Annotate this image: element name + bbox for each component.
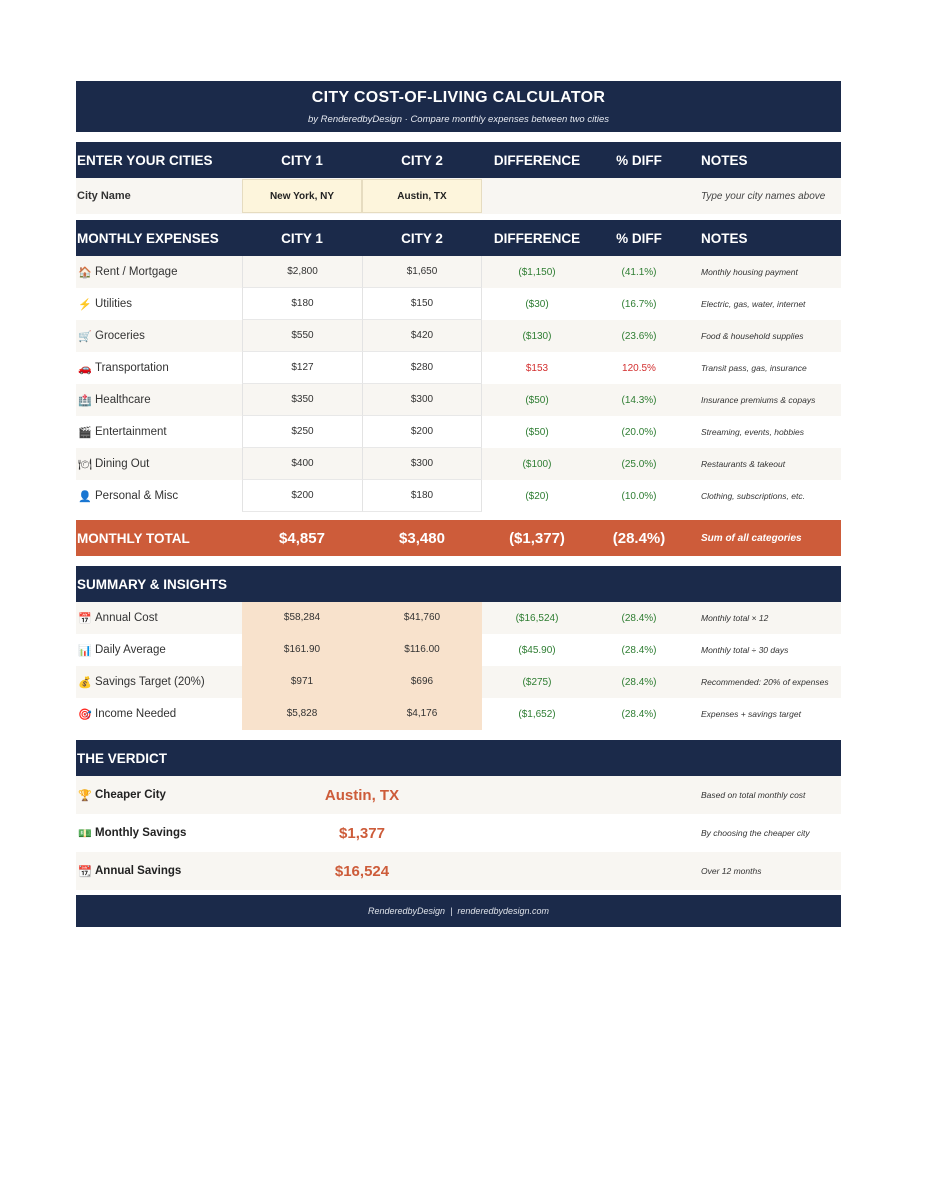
city1-value-input[interactable]: $400 — [242, 448, 362, 480]
percent-diff-value: (23.6%) — [621, 330, 657, 342]
summary-city1: $161.90 — [242, 634, 362, 666]
summary-header-row — [76, 566, 841, 602]
city2-value-input[interactable]: $300 — [362, 384, 482, 416]
cart-icon: 🛒 — [78, 330, 92, 343]
car-icon: 🚗 — [78, 362, 92, 375]
expense-row-groceries — [76, 320, 841, 352]
summary-note: Monthly total ÷ 30 days — [701, 645, 789, 655]
person-icon: 👤 — [78, 490, 92, 503]
house-icon: 🏠 — [78, 266, 92, 279]
footer-bar — [76, 895, 841, 927]
total-city1: $4,857 — [279, 529, 325, 547]
expense-row-rent — [76, 256, 841, 288]
total-city2: $3,480 — [399, 529, 445, 547]
expense-row-utilities — [76, 288, 841, 320]
page-subtitle: by RenderedbyDesign · Compare monthly expenses between two cities — [308, 114, 609, 125]
summary-note: Recommended: 20% of expenses — [701, 677, 829, 687]
column-header: NOTES — [701, 152, 748, 168]
footer-url[interactable]: renderedbydesign.com — [457, 906, 549, 916]
city2-input[interactable]: Austin, TX — [362, 179, 482, 213]
difference-value: ($50) — [525, 426, 549, 438]
page-title: CITY COST-OF-LIVING CALCULATOR — [311, 89, 606, 106]
city2-value-input[interactable]: $150 — [362, 288, 482, 320]
plate-icon: 🍽 — [78, 458, 92, 471]
column-header: DIFFERENCE — [493, 152, 581, 168]
summary-percent-diff: (28.4%) — [621, 612, 657, 624]
summary-city2: $41,760 — [362, 602, 482, 634]
column-header: NOTES — [701, 230, 748, 246]
expense-note: Streaming, events, hobbies — [701, 427, 805, 437]
summary-city1: $971 — [242, 666, 362, 698]
summary-difference: ($275) — [522, 676, 552, 688]
city2-value-input[interactable]: $200 — [362, 416, 482, 448]
city1-value-input[interactable]: $550 — [242, 320, 362, 352]
summary-difference: ($1,652) — [518, 708, 556, 720]
expense-label: Transportation — [95, 362, 169, 374]
percent-diff-value: (25.0%) — [621, 458, 657, 470]
city-note: Type your city names above — [701, 190, 826, 202]
difference-value: ($100) — [522, 458, 552, 470]
expense-row-dining — [76, 448, 841, 480]
expense-note: Restaurants & takeout — [701, 459, 786, 469]
bar-chart-icon: 📊 — [78, 644, 92, 657]
summary-city2: $696 — [362, 666, 482, 698]
monthly-total-row — [76, 520, 841, 556]
summary-label: Daily Average — [95, 644, 166, 656]
column-header: MONTHLY EXPENSES — [77, 230, 219, 246]
column-header: CITY 2 — [401, 152, 443, 168]
city2-value-input[interactable]: $1,650 — [362, 256, 482, 288]
verdict-row-monthly-savings — [76, 814, 841, 852]
verdict-row-cheaper-city — [76, 776, 841, 814]
lightning-icon: ⚡ — [78, 298, 92, 311]
verdict-value: $1,377 — [339, 824, 385, 842]
city-name-row — [76, 178, 841, 214]
summary-row-daily — [76, 634, 841, 666]
summary-difference: ($45.90) — [518, 644, 556, 656]
city-name-label: City Name — [77, 190, 131, 202]
column-header: % DIFF — [616, 152, 662, 168]
expense-row-personal — [76, 480, 841, 512]
calendar-icon: 📅 — [78, 612, 92, 625]
section-title: THE VERDICT — [77, 750, 168, 766]
column-header: CITY 1 — [281, 152, 323, 168]
city2-value-input[interactable]: $280 — [362, 352, 482, 384]
difference-value: ($130) — [522, 330, 552, 342]
city1-value-input[interactable]: $350 — [242, 384, 362, 416]
cities-header-row — [76, 142, 841, 178]
city1-input[interactable]: New York, NY — [242, 179, 362, 213]
summary-rows — [76, 602, 841, 730]
summary-label: Savings Target (20%) — [95, 676, 205, 688]
verdict-note: By choosing the cheaper city — [701, 828, 810, 838]
hospital-icon: 🏥 — [78, 394, 92, 407]
summary-row-savings — [76, 666, 841, 698]
column-header: CITY 1 — [281, 230, 323, 246]
title-banner — [76, 81, 841, 132]
column-header: ENTER YOUR CITIES — [77, 152, 213, 168]
city2-value-input[interactable]: $420 — [362, 320, 482, 352]
verdict-label: Annual Savings — [95, 865, 182, 877]
percent-diff-value: (10.0%) — [621, 490, 657, 502]
percent-diff-value: (20.0%) — [621, 426, 657, 438]
target-icon: 🎯 — [78, 708, 92, 721]
trophy-icon: 🏆 — [78, 789, 92, 802]
expense-note: Insurance premiums & copays — [701, 395, 816, 405]
expense-note: Clothing, subscriptions, etc. — [701, 491, 805, 501]
expense-rows — [76, 256, 841, 512]
expense-label: Entertainment — [95, 426, 167, 438]
column-header: DIFFERENCE — [493, 230, 581, 246]
expense-row-transportation — [76, 352, 841, 384]
verdict-label: Monthly Savings — [95, 827, 187, 839]
summary-note: Monthly total × 12 — [701, 613, 769, 623]
verdict-note: Over 12 months — [701, 866, 762, 876]
city1-value-input[interactable]: $2,800 — [242, 256, 362, 288]
total-label: MONTHLY TOTAL — [77, 530, 190, 546]
summary-row-income — [76, 698, 841, 730]
expense-label: Rent / Mortgage — [95, 266, 178, 278]
city2-value-input[interactable]: $300 — [362, 448, 482, 480]
city1-value-input[interactable]: $250 — [242, 416, 362, 448]
expense-label: Groceries — [95, 330, 145, 342]
verdict-row-annual-savings — [76, 852, 841, 890]
summary-percent-diff: (28.4%) — [621, 708, 657, 720]
city1-value-input[interactable]: $180 — [242, 288, 362, 320]
verdict-value: $16,524 — [334, 862, 390, 880]
calculator-sheet — [76, 81, 841, 927]
total-percent-diff: (28.4%) — [612, 529, 666, 547]
difference-value: ($50) — [525, 394, 549, 406]
expense-row-entertainment — [76, 416, 841, 448]
verdict-note: Based on total monthly cost — [701, 790, 806, 800]
total-note: Sum of all categories — [701, 532, 802, 544]
footer-brand: RenderedbyDesign — [368, 906, 446, 916]
money-bag-icon: 💰 — [78, 676, 92, 689]
percent-diff-value: (41.1%) — [621, 266, 657, 278]
expense-note: Food & household supplies — [701, 331, 804, 341]
summary-note: Expenses + savings target — [701, 709, 801, 719]
calendar-icon: 📆 — [78, 865, 92, 878]
expense-row-healthcare — [76, 384, 841, 416]
summary-city1: $5,828 — [242, 698, 362, 730]
percent-diff-value: 120.5% — [622, 362, 656, 374]
column-header: % DIFF — [616, 230, 662, 246]
summary-city2: $4,176 — [362, 698, 482, 730]
verdict-header-row — [76, 740, 841, 776]
clapperboard-icon: 🎬 — [78, 426, 92, 439]
expense-label: Utilities — [95, 298, 133, 310]
verdict-rows — [76, 776, 841, 890]
summary-label: Income Needed — [95, 708, 177, 720]
banknote-icon: 💵 — [78, 827, 92, 840]
percent-diff-value: (14.3%) — [621, 394, 657, 406]
difference-value: ($1,150) — [518, 266, 556, 278]
difference-value: ($30) — [525, 298, 549, 310]
column-header: CITY 2 — [401, 230, 443, 246]
city2-value-input[interactable]: $180 — [362, 480, 482, 512]
verdict-label: Cheaper City — [95, 789, 166, 801]
summary-percent-diff: (28.4%) — [621, 676, 657, 688]
difference-value: $153 — [525, 362, 549, 374]
summary-label: Annual Cost — [95, 612, 158, 624]
city1-value-input[interactable]: $200 — [242, 480, 362, 512]
summary-percent-diff: (28.4%) — [621, 644, 657, 656]
expense-note: Electric, gas, water, internet — [701, 299, 806, 309]
expense-label: Personal & Misc — [95, 490, 179, 502]
expenses-header-row — [76, 220, 841, 256]
verdict-value: Austin, TX — [324, 786, 400, 804]
summary-city1: $58,284 — [242, 602, 362, 634]
expense-note: Transit pass, gas, insurance — [701, 363, 807, 373]
city1-value-input[interactable]: $127 — [242, 352, 362, 384]
section-title: SUMMARY & INSIGHTS — [77, 576, 228, 592]
summary-city2: $116.00 — [362, 634, 482, 666]
percent-diff-value: (16.7%) — [621, 298, 657, 310]
expense-label: Dining Out — [95, 458, 150, 470]
summary-row-annual — [76, 602, 841, 634]
summary-difference: ($16,524) — [515, 612, 559, 624]
expense-note: Monthly housing payment — [701, 267, 798, 277]
expense-label: Healthcare — [95, 394, 151, 406]
difference-value: ($20) — [525, 490, 549, 502]
footer-separator: | — [450, 906, 453, 916]
total-difference: ($1,377) — [509, 529, 565, 547]
